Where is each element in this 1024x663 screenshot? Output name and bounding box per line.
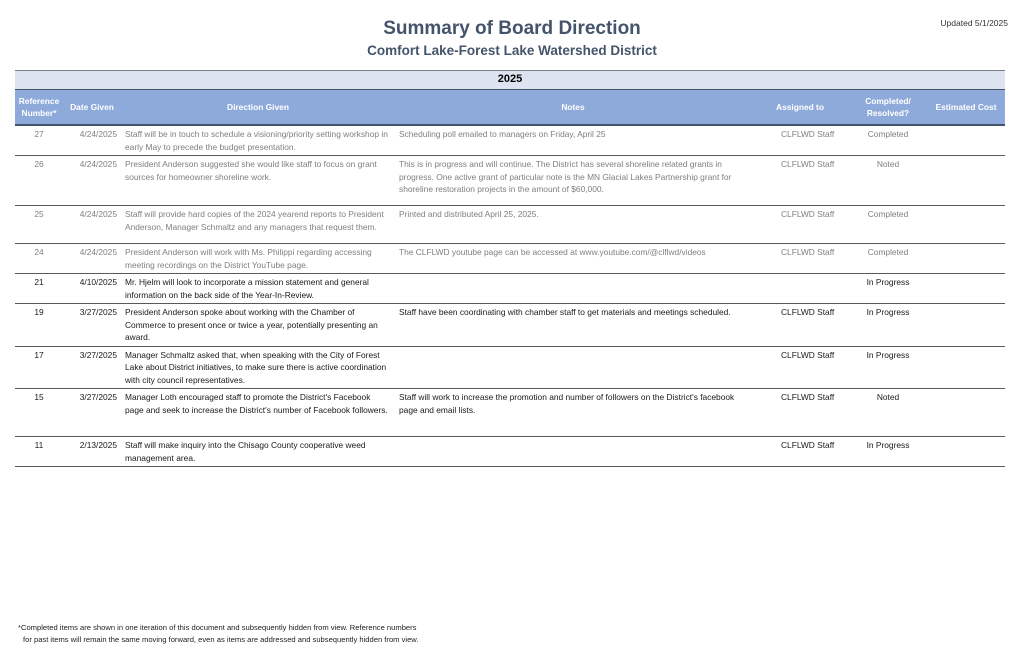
cell-notes: Staff will work to increase the promotion and number of followers on the District's facebook page and email lists.: [395, 389, 751, 437]
table-row: [15, 274, 1005, 304]
table-row: [15, 389, 1005, 437]
cell-date: 3/27/2025: [63, 304, 121, 347]
cell-cost: [927, 437, 1005, 467]
cell-cost: [927, 346, 1005, 389]
col-header-status: Completed/ Resolved?: [849, 90, 927, 126]
cell-notes: Staff have been coordinating with chamber staff to get materials and meetings scheduled.: [395, 304, 751, 347]
table-body: [15, 125, 1005, 467]
cell-cost: [927, 304, 1005, 347]
col-header-assigned: Assigned to: [751, 90, 849, 126]
cell-cost: [927, 244, 1005, 274]
cell-status: Completed: [849, 125, 927, 156]
footnote-line-1: *Completed items are shown in one iteration of this document and subsequently hidden from view. Reference numbers: [18, 623, 417, 632]
cell-ref: 21: [15, 274, 63, 304]
cell-direction: Staff will provide hard copies of the 2024 yearend reports to President Anderson, Manager Schmaltz and any managers that request them.: [121, 206, 395, 244]
cell-ref: 19: [15, 304, 63, 347]
cell-notes: [395, 437, 751, 467]
cell-ref: 15: [15, 389, 63, 437]
year-label: 2025: [15, 71, 1005, 90]
cell-date: 4/10/2025: [63, 274, 121, 304]
footnote-line-2: for past items will remain the same moving forward, even as items are addressed and subsequently hidden from view.: [23, 634, 419, 644]
table-row: [15, 437, 1005, 467]
cell-ref: 11: [15, 437, 63, 467]
cell-ref: 17: [15, 346, 63, 389]
cell-direction: President Anderson spoke about working with the Chamber of Commerce to present once or twice a year, potentially presenting an award.: [121, 304, 395, 347]
year-row: [15, 71, 1005, 90]
cell-notes: Printed and distributed April 25, 2025.: [395, 206, 751, 244]
cell-cost: [927, 206, 1005, 244]
table-row: [15, 304, 1005, 347]
cell-status: In Progress: [849, 304, 927, 347]
cell-notes: This is in progress and will continue. The District has several shoreline related grants in progress. One active grant of particular note is the MN Glacial Lakes Partnership grant for shoreline restoration projects in the amount of $60,000.: [395, 156, 751, 206]
page-title: Summary of Board Direction: [383, 18, 641, 39]
col-header-cost: Estimated Cost: [927, 90, 1005, 126]
table-row: [15, 125, 1005, 156]
cell-assigned: CLFLWD Staff: [751, 206, 849, 244]
cell-notes: The CLFLWD youtube page can be accessed at www.youtube.com/@clflwd/videos: [395, 244, 751, 274]
cell-ref: 27: [15, 125, 63, 156]
cell-direction: President Anderson will work with Ms. Philippi regarding accessing meeting recordings on the District YouTube page.: [121, 244, 395, 274]
cell-date: 3/27/2025: [63, 346, 121, 389]
cell-assigned: CLFLWD Staff: [751, 437, 849, 467]
cell-assigned: CLFLWD Staff: [751, 156, 849, 206]
cell-status: Noted: [849, 389, 927, 437]
cell-status: In Progress: [849, 274, 927, 304]
footnote: [18, 622, 419, 645]
cell-direction: Manager Loth encouraged staff to promote the District's Facebook page and seek to increase the District's number of Facebook followers.: [121, 389, 395, 437]
cell-notes: Scheduling poll emailed to managers on Friday, April 25: [395, 125, 751, 156]
cell-assigned: [751, 274, 849, 304]
cell-date: 4/24/2025: [63, 156, 121, 206]
cell-direction: President Anderson suggested she would like staff to focus on grant sources for homeowner shoreline work.: [121, 156, 395, 206]
cell-date: 2/13/2025: [63, 437, 121, 467]
table-row: [15, 206, 1005, 244]
cell-date: 4/24/2025: [63, 244, 121, 274]
col-header-notes: Notes: [395, 90, 751, 126]
cell-ref: 24: [15, 244, 63, 274]
cell-date: 3/27/2025: [63, 389, 121, 437]
col-header-date: Date Given: [63, 90, 121, 126]
cell-assigned: CLFLWD Staff: [751, 346, 849, 389]
cell-direction: Mr. Hjelm will look to incorporate a mission statement and general information on the back side of the Year-In-Review.: [121, 274, 395, 304]
col-header-ref: Reference Number*: [15, 90, 63, 126]
page-subtitle: Comfort Lake-Forest Lake Watershed District: [367, 43, 657, 58]
table-row: [15, 156, 1005, 206]
col-header-direction: Direction Given: [121, 90, 395, 126]
cell-date: 4/24/2025: [63, 206, 121, 244]
cell-assigned: CLFLWD Staff: [751, 389, 849, 437]
cell-notes: [395, 346, 751, 389]
cell-status: Noted: [849, 156, 927, 206]
updated-date: Updated 5/1/2025: [940, 18, 1008, 28]
column-header-row: [15, 90, 1005, 126]
cell-status: Completed: [849, 206, 927, 244]
cell-direction: Staff will make inquiry into the Chisago County cooperative weed management area.: [121, 437, 395, 467]
cell-cost: [927, 125, 1005, 156]
cell-notes: [395, 274, 751, 304]
cell-cost: [927, 389, 1005, 437]
cell-cost: [927, 156, 1005, 206]
cell-direction: Staff will be in touch to schedule a visioning/priority setting workshop in early May to precede the budget presentation.: [121, 125, 395, 156]
cell-assigned: CLFLWD Staff: [751, 125, 849, 156]
board-direction-table: [15, 70, 1005, 467]
cell-status: In Progress: [849, 437, 927, 467]
cell-status: In Progress: [849, 346, 927, 389]
cell-date: 4/24/2025: [63, 125, 121, 156]
cell-ref: 25: [15, 206, 63, 244]
table-row: [15, 244, 1005, 274]
cell-cost: [927, 274, 1005, 304]
cell-assigned: CLFLWD Staff: [751, 304, 849, 347]
cell-status: Completed: [849, 244, 927, 274]
cell-assigned: CLFLWD Staff: [751, 244, 849, 274]
cell-ref: 26: [15, 156, 63, 206]
cell-direction: Manager Schmaltz asked that, when speaking with the City of Forest Lake about District initiatives, to make sure there is active coordination with city council representatives.: [121, 346, 395, 389]
table-row: [15, 346, 1005, 389]
